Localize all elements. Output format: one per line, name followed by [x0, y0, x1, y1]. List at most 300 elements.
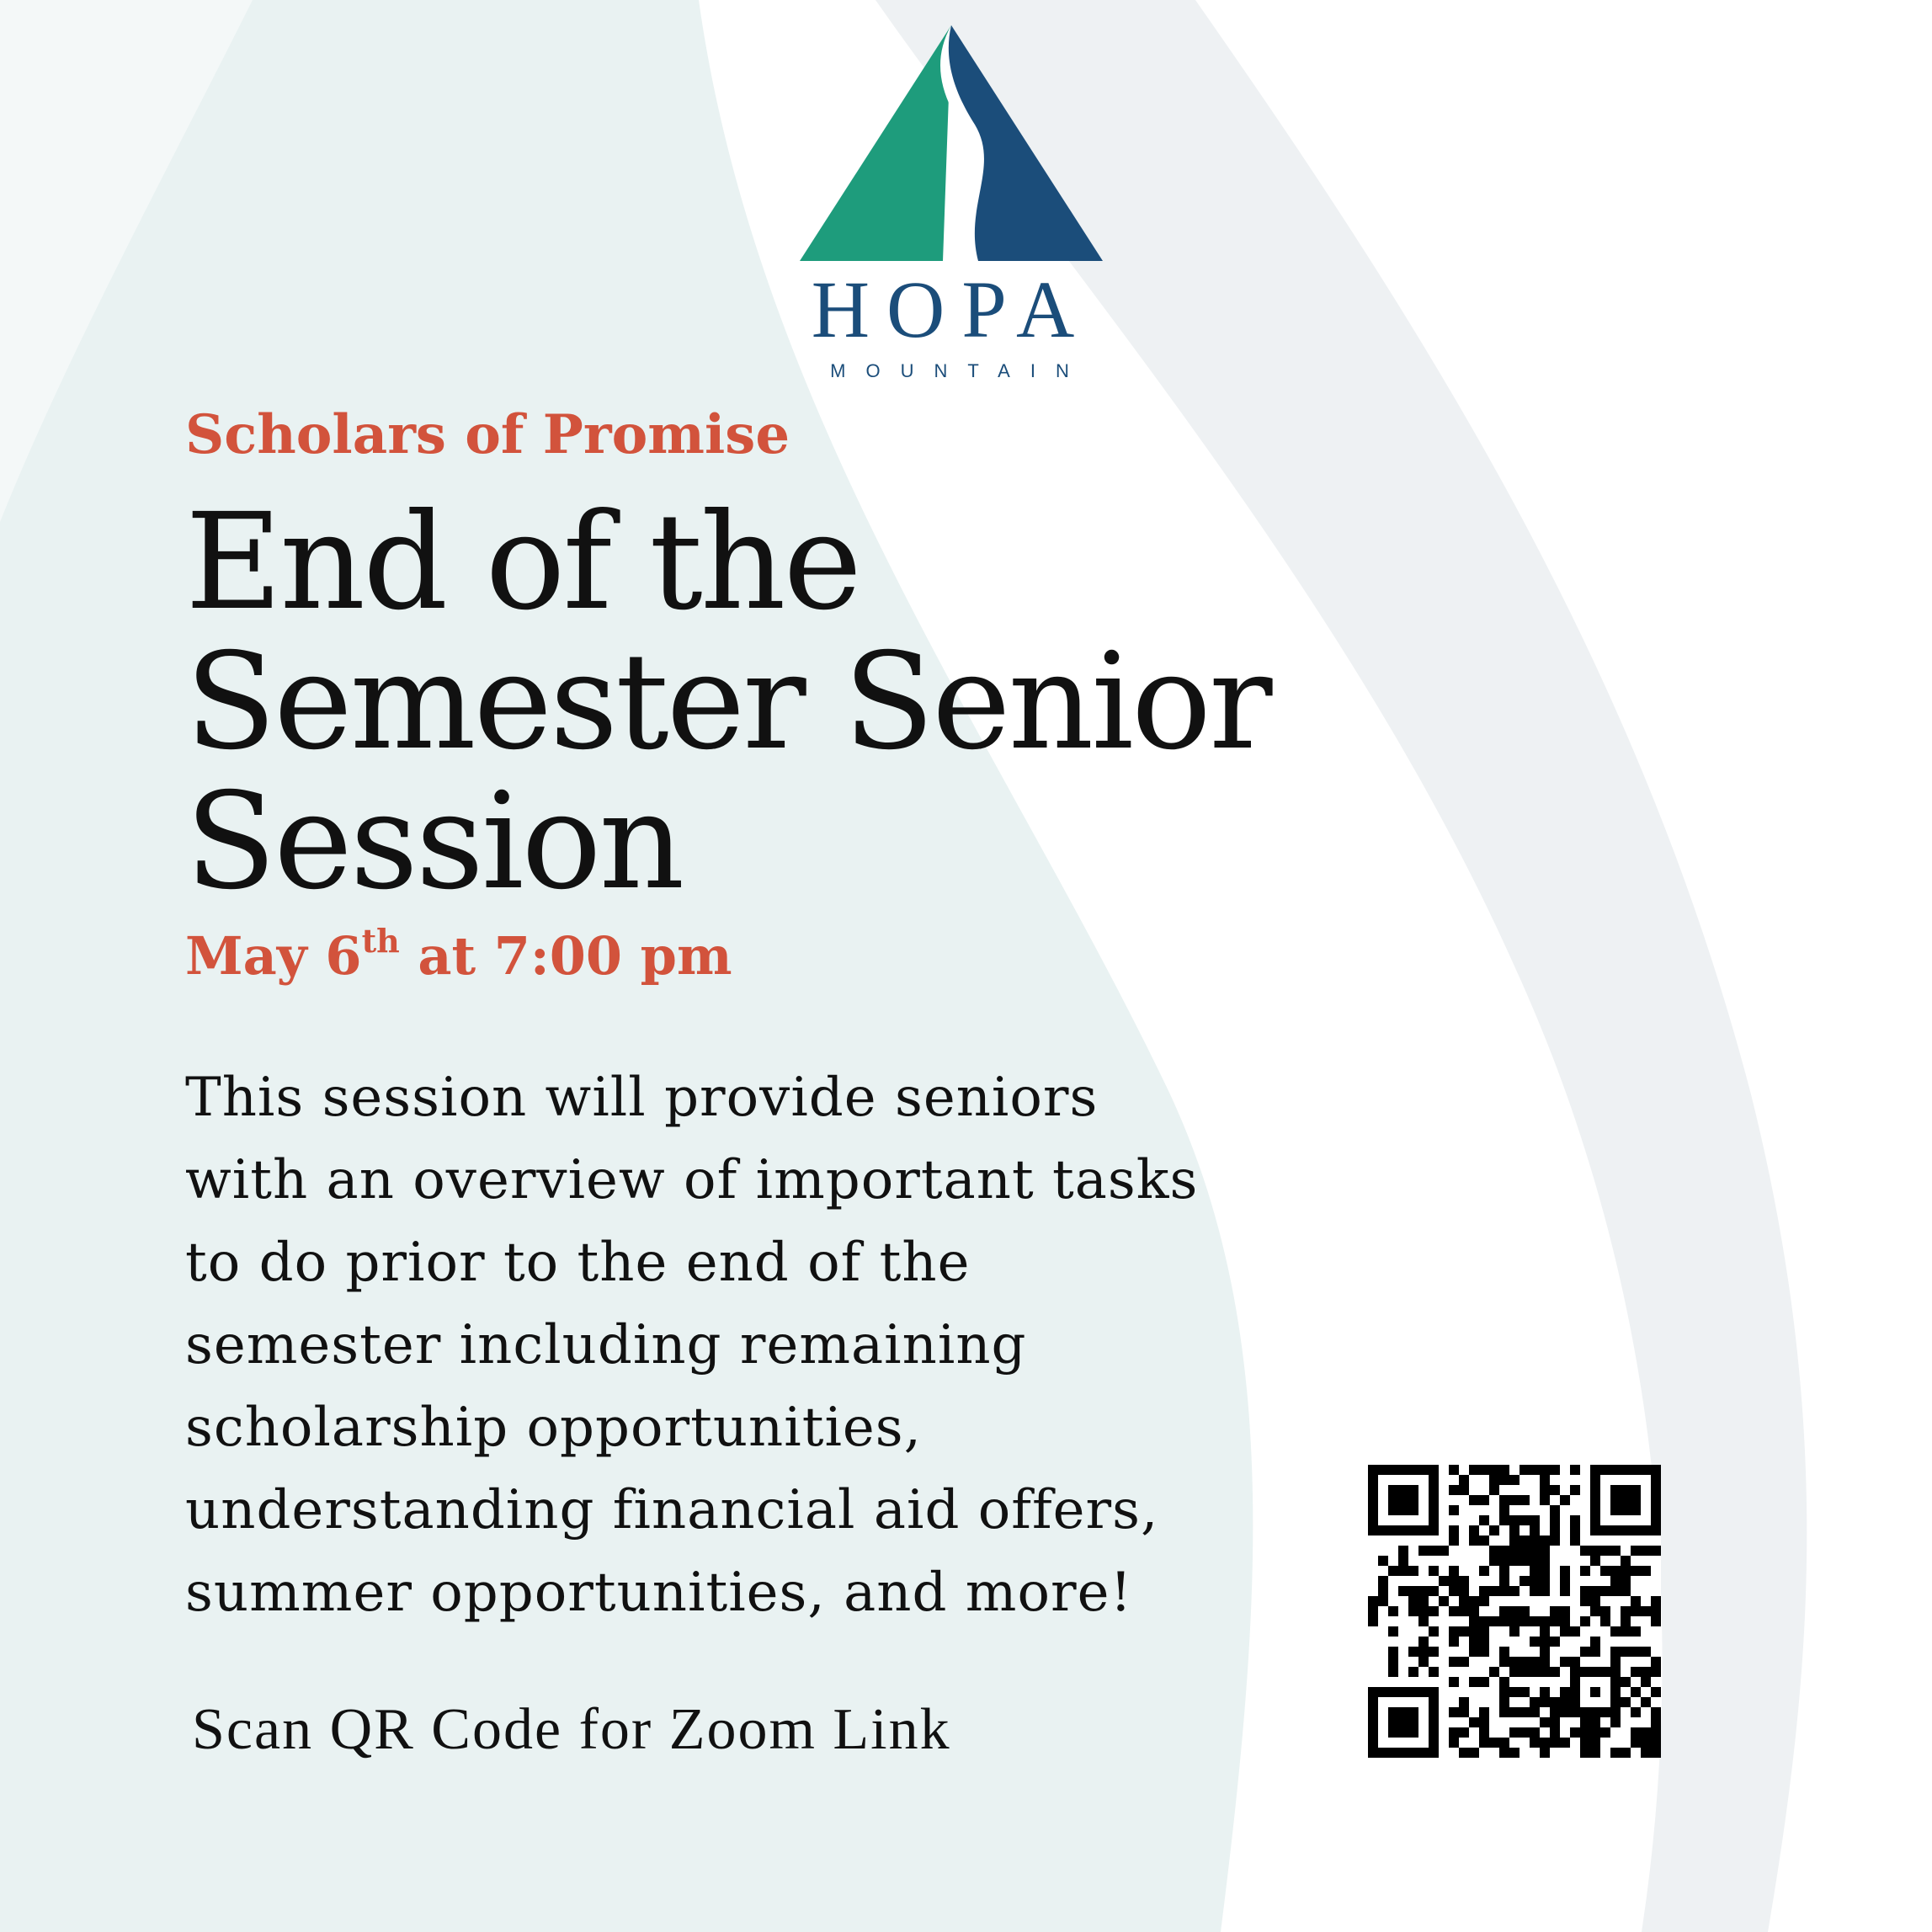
- qr-module: [1499, 1586, 1509, 1596]
- qr-module: [1651, 1727, 1661, 1738]
- qr-module: [1651, 1525, 1661, 1535]
- qr-module: [1610, 1505, 1621, 1515]
- qr-module: [1368, 1727, 1378, 1738]
- qr-module: [1499, 1505, 1509, 1515]
- qr-module: [1449, 1535, 1459, 1546]
- page-title: [185, 485, 1406, 919]
- qr-module: [1509, 1657, 1520, 1667]
- qr-module: [1449, 1485, 1459, 1495]
- qr-module: [1509, 1515, 1520, 1525]
- qr-module: [1610, 1647, 1621, 1657]
- qr-module: [1540, 1748, 1550, 1758]
- qr-module: [1540, 1546, 1550, 1556]
- qr-module: [1651, 1596, 1661, 1606]
- qr-module: [1590, 1465, 1600, 1475]
- qr-module: [1540, 1475, 1550, 1485]
- logo-name: HOPA: [811, 264, 1092, 354]
- description-line: understanding financial aid offers,: [185, 1479, 1159, 1541]
- qr-module: [1449, 1637, 1459, 1647]
- qr-module: [1418, 1748, 1429, 1758]
- qr-module: [1631, 1546, 1641, 1556]
- qr-module: [1499, 1475, 1509, 1485]
- qr-module: [1388, 1485, 1398, 1495]
- qr-module: [1429, 1707, 1439, 1717]
- qr-module: [1388, 1707, 1398, 1717]
- qr-module: [1550, 1707, 1560, 1717]
- qr-module: [1651, 1667, 1661, 1677]
- qr-module: [1368, 1596, 1378, 1606]
- qr-module: [1590, 1505, 1600, 1515]
- qr-module: [1560, 1616, 1570, 1626]
- qr-module: [1449, 1465, 1459, 1475]
- qr-module: [1388, 1717, 1398, 1727]
- description: [185, 1056, 1305, 1634]
- qr-module: [1509, 1667, 1520, 1677]
- description-line: summer opportunities, and more!: [185, 1562, 1133, 1624]
- qr-module: [1651, 1465, 1661, 1475]
- qr-module: [1641, 1546, 1651, 1556]
- qr-module: [1590, 1495, 1600, 1505]
- qr-module: [1520, 1465, 1530, 1475]
- qr-module: [1368, 1606, 1378, 1616]
- qr-module: [1509, 1546, 1520, 1556]
- qr-module: [1540, 1576, 1550, 1586]
- qr-module: [1560, 1566, 1570, 1576]
- qr-module: [1499, 1687, 1509, 1697]
- qr-module: [1388, 1667, 1398, 1677]
- qr-module: [1388, 1647, 1398, 1657]
- qr-module: [1418, 1546, 1429, 1556]
- description-line: scholarship opportunities,: [185, 1397, 922, 1459]
- qr-module: [1479, 1707, 1489, 1717]
- qr-module: [1590, 1667, 1600, 1677]
- qr-module: [1429, 1495, 1439, 1505]
- qr-module: [1489, 1546, 1499, 1556]
- qr-module: [1429, 1717, 1439, 1727]
- qr-module: [1479, 1596, 1489, 1606]
- qr-module: [1560, 1576, 1570, 1586]
- qr-module: [1408, 1727, 1418, 1738]
- qr-module: [1610, 1677, 1621, 1687]
- qr-module: [1530, 1697, 1540, 1707]
- qr-module: [1439, 1546, 1449, 1556]
- qr-module: [1368, 1707, 1378, 1717]
- qr-module: [1540, 1626, 1550, 1637]
- qr-module: [1388, 1748, 1398, 1758]
- qr-module: [1418, 1525, 1429, 1535]
- qr-module: [1479, 1637, 1489, 1647]
- qr-module: [1509, 1707, 1520, 1717]
- qr-module: [1398, 1707, 1408, 1717]
- qr-module: [1449, 1626, 1459, 1637]
- qr-module: [1641, 1727, 1651, 1738]
- qr-module: [1590, 1606, 1600, 1616]
- qr-module: [1429, 1697, 1439, 1707]
- qr-module: [1570, 1677, 1580, 1687]
- qr-module: [1469, 1596, 1479, 1606]
- qr-module: [1509, 1748, 1520, 1758]
- qr-module: [1509, 1606, 1520, 1616]
- qr-module: [1398, 1465, 1408, 1475]
- qr-module: [1418, 1647, 1429, 1657]
- qr-module: [1429, 1546, 1439, 1556]
- qr-module: [1449, 1606, 1459, 1616]
- qr-module: [1459, 1727, 1469, 1738]
- description-line: with an overview of important tasks: [185, 1149, 1199, 1211]
- qr-module: [1499, 1465, 1509, 1475]
- qr-module: [1520, 1727, 1530, 1738]
- qr-module: [1520, 1616, 1530, 1626]
- qr-module: [1408, 1707, 1418, 1717]
- qr-module: [1641, 1465, 1651, 1475]
- qr-module: [1651, 1707, 1661, 1717]
- qr-module: [1418, 1586, 1429, 1596]
- qr-module: [1641, 1525, 1651, 1535]
- qr-module: [1621, 1576, 1631, 1586]
- qr-module: [1479, 1535, 1489, 1546]
- qr-module: [1368, 1717, 1378, 1727]
- qr-module: [1610, 1586, 1621, 1596]
- qr-module: [1641, 1667, 1651, 1677]
- qr-module: [1520, 1535, 1530, 1546]
- qr-module: [1550, 1727, 1560, 1738]
- qr-module: [1388, 1525, 1398, 1535]
- qr-module: [1530, 1576, 1540, 1586]
- qr-module: [1610, 1657, 1621, 1667]
- qr-module: [1530, 1556, 1540, 1566]
- qr-module: [1398, 1748, 1408, 1758]
- qr-module: [1550, 1667, 1560, 1677]
- qr-module: [1621, 1697, 1631, 1707]
- description-line: semester including remaining: [185, 1314, 1027, 1376]
- qr-module: [1469, 1616, 1479, 1626]
- qr-module: [1600, 1606, 1610, 1616]
- qr-module: [1590, 1647, 1600, 1657]
- qr-module: [1590, 1546, 1600, 1556]
- qr-module: [1550, 1606, 1560, 1616]
- qr-module: [1600, 1566, 1610, 1576]
- qr-module: [1590, 1586, 1600, 1596]
- qr-module: [1590, 1717, 1600, 1727]
- qr-module: [1429, 1748, 1439, 1758]
- qr-module: [1560, 1707, 1570, 1717]
- qr-module: [1459, 1475, 1469, 1485]
- qr-module: [1550, 1738, 1560, 1748]
- qr-instruction: Scan QR Code for Zoom Link: [192, 1697, 951, 1762]
- qr-module: [1479, 1495, 1489, 1505]
- qr-module: [1570, 1667, 1580, 1677]
- qr-module: [1429, 1738, 1439, 1748]
- qr-module: [1651, 1485, 1661, 1495]
- qr-module: [1520, 1657, 1530, 1667]
- qr-module: [1641, 1647, 1651, 1657]
- qr-module: [1530, 1515, 1540, 1525]
- qr-module: [1580, 1748, 1590, 1758]
- event-date: [185, 922, 732, 987]
- qr-module: [1489, 1485, 1499, 1495]
- qr-module: [1388, 1505, 1398, 1515]
- qr-module: [1368, 1465, 1378, 1475]
- qr-module: [1398, 1505, 1408, 1515]
- qr-module: [1388, 1606, 1398, 1616]
- qr-module: [1590, 1485, 1600, 1495]
- qr-module: [1560, 1495, 1570, 1505]
- qr-module: [1600, 1525, 1610, 1535]
- qr-module: [1489, 1465, 1499, 1475]
- qr-module: [1540, 1637, 1550, 1647]
- qr-module: [1429, 1727, 1439, 1738]
- qr-module: [1540, 1647, 1550, 1657]
- qr-module: [1439, 1576, 1449, 1586]
- qr-module: [1600, 1667, 1610, 1677]
- qr-module: [1610, 1748, 1621, 1758]
- qr-module: [1651, 1717, 1661, 1727]
- qr-module: [1408, 1465, 1418, 1475]
- qr-module: [1651, 1515, 1661, 1525]
- qr-module: [1398, 1717, 1408, 1727]
- qr-module: [1530, 1657, 1540, 1667]
- qr-module: [1570, 1707, 1580, 1717]
- qr-module: [1651, 1657, 1661, 1667]
- qr-module: [1570, 1657, 1580, 1667]
- qr-module: [1408, 1687, 1418, 1697]
- date-ordinal: th: [361, 922, 400, 960]
- qr-module: [1550, 1535, 1560, 1546]
- qr-module: [1408, 1606, 1418, 1616]
- qr-module: [1479, 1647, 1489, 1657]
- qr-module: [1560, 1738, 1570, 1748]
- qr-module: [1479, 1738, 1489, 1748]
- qr-module: [1418, 1657, 1429, 1667]
- qr-module: [1429, 1515, 1439, 1525]
- qr-module: [1621, 1586, 1631, 1596]
- qr-module: [1590, 1596, 1600, 1606]
- qr-module: [1641, 1606, 1651, 1616]
- qr-module: [1590, 1475, 1600, 1485]
- logo-subtitle: MOUNTAIN: [830, 360, 1089, 381]
- qr-module: [1580, 1717, 1590, 1727]
- hopa-mountain-logo: [783, 25, 1120, 379]
- qr-module: [1368, 1475, 1378, 1485]
- qr-module: [1631, 1465, 1641, 1475]
- qr-module: [1560, 1586, 1570, 1596]
- qr-module: [1570, 1485, 1580, 1495]
- qr-module: [1651, 1495, 1661, 1505]
- qr-module: [1408, 1647, 1418, 1657]
- qr-module: [1509, 1525, 1520, 1535]
- qr-module: [1600, 1465, 1610, 1475]
- qr-module: [1429, 1586, 1439, 1596]
- qr-module: [1621, 1626, 1631, 1637]
- qr-module: [1651, 1606, 1661, 1616]
- qr-module: [1429, 1465, 1439, 1475]
- qr-module: [1388, 1495, 1398, 1505]
- qr-module: [1631, 1485, 1641, 1495]
- qr-module: [1429, 1687, 1439, 1697]
- qr-module: [1408, 1525, 1418, 1535]
- qr-module: [1429, 1647, 1439, 1657]
- qr-code-icon: [1368, 1465, 1661, 1758]
- qr-module: [1631, 1727, 1641, 1738]
- title-line: Semester Senior: [185, 625, 1270, 780]
- qr-module: [1408, 1495, 1418, 1505]
- qr-module: [1388, 1626, 1398, 1637]
- qr-module: [1408, 1596, 1418, 1606]
- qr-module: [1580, 1566, 1590, 1576]
- qr-module: [1560, 1657, 1570, 1667]
- qr-module: [1580, 1738, 1590, 1748]
- qr-module: [1631, 1667, 1641, 1677]
- qr-module: [1580, 1667, 1590, 1677]
- qr-module: [1398, 1727, 1408, 1738]
- qr-module: [1398, 1495, 1408, 1505]
- qr-module: [1499, 1657, 1509, 1667]
- qr-module: [1408, 1586, 1418, 1596]
- qr-module: [1459, 1606, 1469, 1616]
- qr-module: [1550, 1485, 1560, 1495]
- qr-module: [1459, 1626, 1469, 1637]
- qr-module: [1368, 1616, 1378, 1626]
- qr-module: [1368, 1495, 1378, 1505]
- qr-module: [1651, 1505, 1661, 1515]
- qr-module: [1520, 1495, 1530, 1505]
- qr-module: [1398, 1586, 1408, 1596]
- qr-module: [1489, 1616, 1499, 1626]
- qr-module: [1408, 1717, 1418, 1727]
- qr-module: [1469, 1606, 1479, 1616]
- qr-module: [1550, 1515, 1560, 1525]
- qr-module: [1509, 1495, 1520, 1505]
- qr-module: [1621, 1495, 1631, 1505]
- qr-module: [1631, 1687, 1641, 1697]
- qr-module: [1378, 1525, 1388, 1535]
- qr-module: [1651, 1475, 1661, 1485]
- qr-module: [1570, 1525, 1580, 1535]
- qr-module: [1610, 1687, 1621, 1697]
- qr-module: [1621, 1606, 1631, 1616]
- qr-module: [1418, 1606, 1429, 1616]
- qr-module: [1540, 1495, 1550, 1505]
- qr-module: [1550, 1525, 1560, 1535]
- qr-module: [1469, 1677, 1479, 1687]
- qr-module: [1499, 1546, 1509, 1556]
- qr-module: [1479, 1677, 1489, 1687]
- qr-module: [1520, 1687, 1530, 1697]
- qr-module: [1570, 1687, 1580, 1697]
- qr-module: [1398, 1485, 1408, 1495]
- qr-module: [1449, 1727, 1459, 1738]
- qr-module: [1479, 1717, 1489, 1727]
- qr-module: [1540, 1566, 1550, 1576]
- qr-module: [1570, 1535, 1580, 1546]
- qr-module: [1631, 1738, 1641, 1748]
- qr-module: [1540, 1717, 1550, 1727]
- qr-module: [1479, 1465, 1489, 1475]
- mountain-icon: [783, 25, 1120, 269]
- qr-module: [1621, 1748, 1631, 1758]
- qr-module: [1610, 1465, 1621, 1475]
- qr-module: [1530, 1525, 1540, 1535]
- qr-module: [1429, 1485, 1439, 1495]
- qr-module: [1651, 1616, 1661, 1626]
- qr-module: [1610, 1485, 1621, 1495]
- qr-module: [1479, 1727, 1489, 1738]
- qr-module: [1610, 1525, 1621, 1535]
- qr-module: [1469, 1535, 1479, 1546]
- qr-module: [1621, 1556, 1631, 1566]
- qr-module: [1429, 1667, 1439, 1677]
- qr-module: [1540, 1535, 1550, 1546]
- qr-module: [1580, 1596, 1590, 1606]
- qr-module: [1489, 1586, 1499, 1596]
- qr-module: [1651, 1546, 1661, 1556]
- qr-module: [1469, 1495, 1479, 1505]
- qr-module: [1530, 1738, 1540, 1748]
- qr-module: [1499, 1556, 1509, 1566]
- qr-module: [1641, 1748, 1651, 1758]
- qr-module: [1459, 1596, 1469, 1606]
- description-line: This session will provide seniors: [185, 1067, 1099, 1129]
- event-time: at 7:00 pm: [399, 925, 732, 987]
- qr-module: [1580, 1586, 1590, 1596]
- qr-module: [1610, 1546, 1621, 1556]
- qr-module: [1530, 1667, 1540, 1677]
- qr-module: [1610, 1707, 1621, 1717]
- date-day: May 6: [185, 925, 362, 987]
- qr-module: [1631, 1626, 1641, 1637]
- qr-module: [1499, 1748, 1509, 1758]
- qr-module: [1499, 1647, 1509, 1657]
- qr-module: [1520, 1515, 1530, 1525]
- qr-module: [1600, 1727, 1610, 1738]
- qr-module: [1418, 1616, 1429, 1626]
- qr-module: [1610, 1667, 1621, 1677]
- qr-code[interactable]: [1368, 1465, 1661, 1758]
- qr-module: [1641, 1697, 1651, 1707]
- qr-module: [1631, 1566, 1641, 1576]
- qr-module: [1631, 1525, 1641, 1535]
- qr-module: [1479, 1515, 1489, 1525]
- qr-module: [1530, 1465, 1540, 1475]
- qr-module: [1378, 1748, 1388, 1758]
- qr-module: [1621, 1525, 1631, 1535]
- qr-module: [1530, 1637, 1540, 1647]
- qr-module: [1378, 1465, 1388, 1475]
- qr-module: [1459, 1657, 1469, 1667]
- qr-module: [1449, 1576, 1459, 1586]
- qr-module: [1590, 1748, 1600, 1758]
- qr-module: [1489, 1475, 1499, 1485]
- qr-module: [1641, 1566, 1651, 1576]
- qr-module: [1590, 1707, 1600, 1717]
- qr-module: [1560, 1606, 1570, 1616]
- qr-module: [1621, 1677, 1631, 1687]
- qr-module: [1378, 1596, 1388, 1606]
- qr-module: [1509, 1687, 1520, 1697]
- qr-module: [1489, 1738, 1499, 1748]
- qr-module: [1631, 1495, 1641, 1505]
- qr-module: [1469, 1717, 1479, 1727]
- qr-module: [1368, 1505, 1378, 1515]
- qr-module: [1408, 1505, 1418, 1515]
- qr-module: [1610, 1697, 1621, 1707]
- qr-module: [1631, 1606, 1641, 1616]
- qr-module: [1509, 1586, 1520, 1596]
- qr-module: [1418, 1687, 1429, 1697]
- qr-module: [1429, 1475, 1439, 1485]
- qr-module: [1540, 1556, 1550, 1566]
- qr-module: [1621, 1616, 1631, 1626]
